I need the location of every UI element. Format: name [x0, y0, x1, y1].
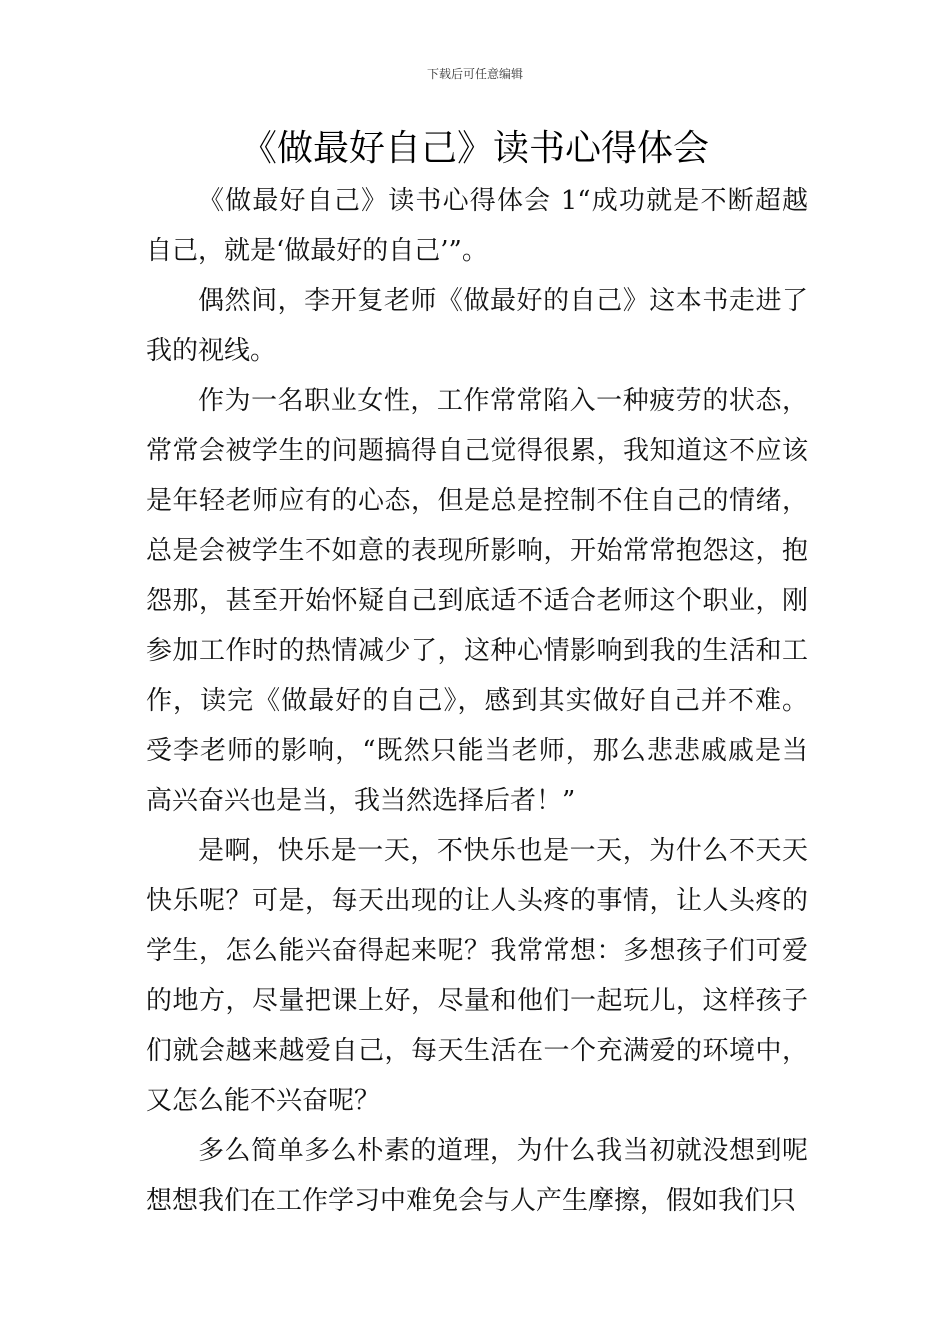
- paragraph-4: 是啊，快乐是一天，不快乐也是一天，为什么不天天快乐呢？可是，每天出现的让人头疼的事情，让人头疼的学生，怎么能兴奋得起来呢？我常常想：多想孩子们可爱的地方，尽量把课上好，尽量和他们一起玩儿，这样孩子们就会越来越爱自己，每天生活在一个充满爱的环境中，又怎么能不兴奋呢？: [146, 836, 808, 1116]
- paragraph-1: 《做最好自己》读书心得体会 1“成功就是不断超越自己，就是‘做最好的自己’”。: [146, 186, 808, 266]
- header-note: 下载后可任意编辑: [426, 67, 523, 81]
- paragraph-2: 偶然间，李开复老师《做最好的自己》这本书走进了我的视线。: [146, 286, 808, 366]
- paragraph-5: 多么简单多么朴素的道理，为什么我当初就没想到呢想想我们在工作学习中难免会与人产生摩擦，假如我们只: [146, 1136, 808, 1216]
- document-body: [146, 176, 808, 1226]
- document-title: 《做最好自己》读书心得体会: [240, 128, 709, 169]
- paragraph-3: 作为一名职业女性，工作常常陷入一种疲劳的状态，常常会被学生的问题搞得自己觉得很累，我知道这不应该是年轻老师应有的心态，但是总是控制不住自己的情绪，总是会被学生不如意的表现所影响，开始常常抱怨这，抱怨那，甚至开始怀疑自己到底适不适合老师这个职业，刚参加工作时的热情减少了，这种心情影响到我的生活和工作，读完《做最好的自己》，感到其实做好自己并不难。受李老师的影响，“既然只能当老师，那么悲悲戚戚是当高兴奋兴也是当，我当然选择后者！”: [146, 386, 808, 816]
